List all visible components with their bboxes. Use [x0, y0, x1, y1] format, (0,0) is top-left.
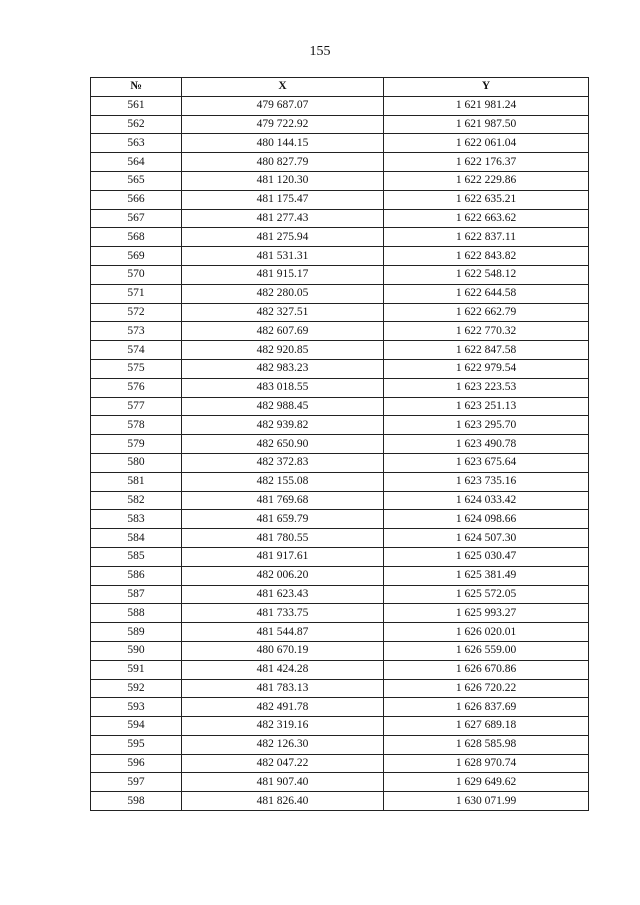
cell-y: 1 625 381.49	[384, 566, 589, 585]
cell-number: 588	[91, 604, 182, 623]
cell-number: 590	[91, 641, 182, 660]
cell-y: 1 622 770.32	[384, 322, 589, 341]
table-row	[91, 660, 589, 679]
table-row	[91, 547, 589, 566]
cell-y: 1 629 649.62	[384, 773, 589, 792]
table-row	[91, 491, 589, 510]
cell-number: 567	[91, 209, 182, 228]
table-row	[91, 754, 589, 773]
table-row	[91, 265, 589, 284]
cell-number: 580	[91, 453, 182, 472]
table-row	[91, 341, 589, 360]
cell-number: 561	[91, 96, 182, 115]
table-row	[91, 96, 589, 115]
cell-number: 566	[91, 190, 182, 209]
cell-number: 591	[91, 660, 182, 679]
cell-y: 1 625 572.05	[384, 585, 589, 604]
cell-x: 482 988.45	[182, 397, 384, 416]
cell-y: 1 622 061.04	[384, 134, 589, 153]
table-row	[91, 190, 589, 209]
cell-x: 479 687.07	[182, 96, 384, 115]
cell-x: 482 319.16	[182, 717, 384, 736]
table-row	[91, 792, 589, 811]
cell-x: 482 280.05	[182, 284, 384, 303]
cell-number: 578	[91, 416, 182, 435]
coordinates-table	[90, 77, 589, 811]
cell-number: 597	[91, 773, 182, 792]
cell-x: 481 544.87	[182, 623, 384, 642]
cell-y: 1 623 295.70	[384, 416, 589, 435]
cell-x: 481 424.28	[182, 660, 384, 679]
cell-number: 577	[91, 397, 182, 416]
cell-number: 585	[91, 547, 182, 566]
cell-y: 1 623 251.13	[384, 397, 589, 416]
cell-number: 589	[91, 623, 182, 642]
cell-x: 479 722.92	[182, 115, 384, 134]
cell-x: 481 659.79	[182, 510, 384, 529]
cell-x: 480 144.15	[182, 134, 384, 153]
cell-x: 481 277.43	[182, 209, 384, 228]
cell-number: 562	[91, 115, 182, 134]
cell-x: 481 531.31	[182, 247, 384, 266]
cell-number: 571	[91, 284, 182, 303]
cell-y: 1 628 970.74	[384, 754, 589, 773]
cell-y: 1 626 837.69	[384, 698, 589, 717]
cell-x: 482 006.20	[182, 566, 384, 585]
table-row	[91, 604, 589, 623]
header-number: №	[91, 78, 182, 97]
cell-x: 481 733.75	[182, 604, 384, 623]
cell-y: 1 622 229.86	[384, 171, 589, 190]
cell-number: 568	[91, 228, 182, 247]
cell-number: 584	[91, 529, 182, 548]
cell-number: 563	[91, 134, 182, 153]
cell-y: 1 622 847.58	[384, 341, 589, 360]
cell-number: 581	[91, 472, 182, 491]
cell-number: 575	[91, 359, 182, 378]
cell-number: 587	[91, 585, 182, 604]
cell-x: 482 607.69	[182, 322, 384, 341]
table-header	[91, 78, 589, 97]
table-row	[91, 303, 589, 322]
table-row	[91, 209, 589, 228]
cell-x: 481 783.13	[182, 679, 384, 698]
cell-number: 572	[91, 303, 182, 322]
table-row	[91, 472, 589, 491]
cell-x: 481 175.47	[182, 190, 384, 209]
table-row	[91, 115, 589, 134]
cell-x: 480 827.79	[182, 153, 384, 172]
table-row	[91, 397, 589, 416]
cell-y: 1 623 490.78	[384, 435, 589, 454]
table-row	[91, 717, 589, 736]
cell-y: 1 624 507.30	[384, 529, 589, 548]
cell-x: 482 047.22	[182, 754, 384, 773]
cell-x: 482 372.83	[182, 453, 384, 472]
cell-y: 1 623 675.64	[384, 453, 589, 472]
table-row	[91, 171, 589, 190]
table-row	[91, 679, 589, 698]
cell-number: 595	[91, 735, 182, 754]
cell-number: 579	[91, 435, 182, 454]
cell-number: 573	[91, 322, 182, 341]
table-row	[91, 585, 589, 604]
table-row	[91, 510, 589, 529]
table-row	[91, 566, 589, 585]
table-row	[91, 322, 589, 341]
table-row	[91, 641, 589, 660]
cell-y: 1 622 979.54	[384, 359, 589, 378]
table-row	[91, 416, 589, 435]
cell-y: 1 624 033.42	[384, 491, 589, 510]
cell-number: 582	[91, 491, 182, 510]
cell-x: 481 915.17	[182, 265, 384, 284]
cell-y: 1 622 843.82	[384, 247, 589, 266]
table-row	[91, 435, 589, 454]
cell-y: 1 622 662.79	[384, 303, 589, 322]
cell-x: 482 650.90	[182, 435, 384, 454]
cell-y: 1 623 735.16	[384, 472, 589, 491]
cell-y: 1 626 559.00	[384, 641, 589, 660]
table-row	[91, 134, 589, 153]
cell-y: 1 628 585.98	[384, 735, 589, 754]
cell-x: 482 491.78	[182, 698, 384, 717]
table-row	[91, 735, 589, 754]
table-row	[91, 359, 589, 378]
table-row	[91, 153, 589, 172]
cell-x: 482 155.08	[182, 472, 384, 491]
cell-y: 1 624 098.66	[384, 510, 589, 529]
cell-x: 481 769.68	[182, 491, 384, 510]
table-row	[91, 228, 589, 247]
cell-x: 481 623.43	[182, 585, 384, 604]
table-row	[91, 378, 589, 397]
table-row	[91, 698, 589, 717]
cell-number: 569	[91, 247, 182, 266]
cell-x: 481 907.40	[182, 773, 384, 792]
table-row	[91, 453, 589, 472]
cell-number: 586	[91, 566, 182, 585]
cell-y: 1 625 993.27	[384, 604, 589, 623]
header-x: X	[182, 78, 384, 97]
cell-number: 564	[91, 153, 182, 172]
header-row	[91, 78, 589, 97]
cell-number: 583	[91, 510, 182, 529]
cell-y: 1 626 720.22	[384, 679, 589, 698]
table-row	[91, 623, 589, 642]
cell-y: 1 622 837.11	[384, 228, 589, 247]
table-row	[91, 247, 589, 266]
cell-y: 1 622 548.12	[384, 265, 589, 284]
table-body	[91, 96, 589, 810]
cell-x: 481 917.61	[182, 547, 384, 566]
cell-number: 592	[91, 679, 182, 698]
cell-x: 482 920.85	[182, 341, 384, 360]
cell-x: 480 670.19	[182, 641, 384, 660]
cell-x: 481 120.30	[182, 171, 384, 190]
cell-x: 481 780.55	[182, 529, 384, 548]
cell-y: 1 621 987.50	[384, 115, 589, 134]
cell-number: 570	[91, 265, 182, 284]
header-y: Y	[384, 78, 589, 97]
cell-y: 1 622 176.37	[384, 153, 589, 172]
table-row	[91, 284, 589, 303]
cell-x: 482 939.82	[182, 416, 384, 435]
cell-y: 1 622 635.21	[384, 190, 589, 209]
cell-number: 576	[91, 378, 182, 397]
cell-y: 1 627 689.18	[384, 717, 589, 736]
table-row	[91, 773, 589, 792]
cell-number: 565	[91, 171, 182, 190]
cell-x: 482 983.23	[182, 359, 384, 378]
cell-x: 481 275.94	[182, 228, 384, 247]
cell-x: 483 018.55	[182, 378, 384, 397]
cell-number: 598	[91, 792, 182, 811]
table-row	[91, 529, 589, 548]
cell-y: 1 622 644.58	[384, 284, 589, 303]
cell-y: 1 623 223.53	[384, 378, 589, 397]
cell-number: 593	[91, 698, 182, 717]
cell-number: 574	[91, 341, 182, 360]
cell-y: 1 625 030.47	[384, 547, 589, 566]
cell-number: 596	[91, 754, 182, 773]
cell-x: 481 826.40	[182, 792, 384, 811]
cell-x: 482 126.30	[182, 735, 384, 754]
cell-y: 1 630 071.99	[384, 792, 589, 811]
cell-y: 1 622 663.62	[384, 209, 589, 228]
cell-y: 1 621 981.24	[384, 96, 589, 115]
cell-y: 1 626 670.86	[384, 660, 589, 679]
page-number: 155	[309, 44, 331, 59]
cell-number: 594	[91, 717, 182, 736]
cell-x: 482 327.51	[182, 303, 384, 322]
cell-y: 1 626 020.01	[384, 623, 589, 642]
